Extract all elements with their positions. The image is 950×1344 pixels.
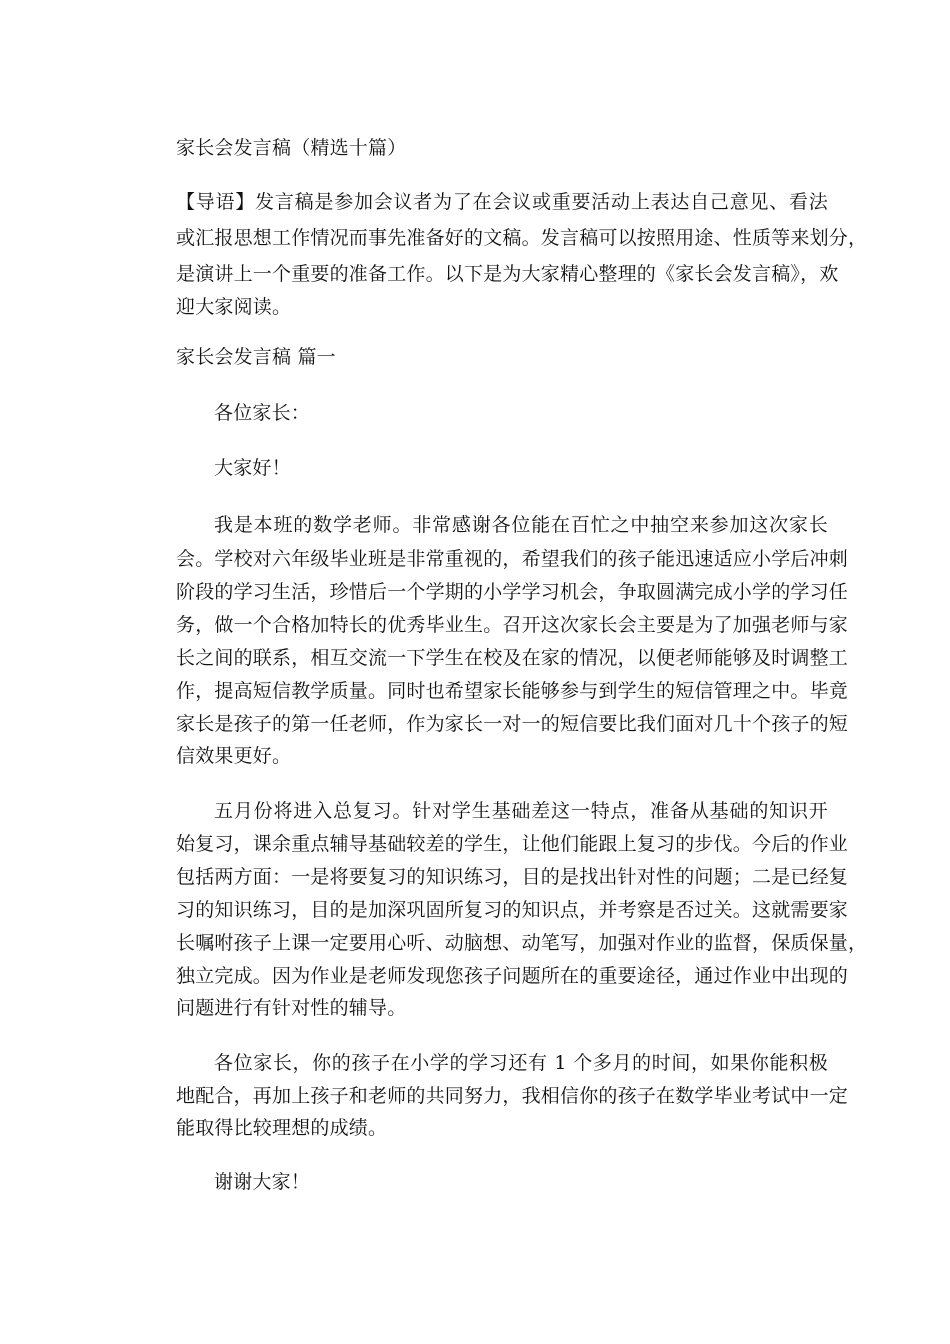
- p1-line-6: 作，提高短信教学质量。同时也希望家长能够参与到学生的短信管理之中。毕竟: [176, 680, 849, 702]
- p1-line-3: 阶段的学习生活，珍惜后一个学期的小学学习机会，争取圆满完成小学的学习任: [176, 581, 849, 603]
- intro-line-1: 【导语】发言稿是参加会议者为了在会议或重要活动上表达自己意见、看法: [176, 191, 828, 213]
- p2-line-4: 习的知识练习，目的是加深巩固所复习的知识点，并考察是否过关。这就需要家: [176, 899, 849, 921]
- p1-line-1: 我是本班的数学老师。非常感谢各位能在百忙之中抽空来参加这次家长: [214, 514, 828, 536]
- p3-line-1: 各位家长，你的孩子在小学的学习还有 1 个多月的时间，如果你能积极: [214, 1052, 828, 1074]
- intro-line-2: 或汇报思想工作情况而事先准备好的文稿。发言稿可以按照用途、性质等来划分，: [176, 227, 868, 249]
- intro-line-4: 迎大家阅读。: [176, 296, 292, 318]
- document-title: 家长会发言稿（精选十篇）: [176, 137, 407, 159]
- p2-line-7: 问题进行有针对性的辅导。: [176, 997, 407, 1019]
- p2-line-2: 始复习，课余重点辅导基础较差的学生，让他们能跟上复习的步伐。今后的作业: [176, 833, 849, 855]
- intro-line-3: 是演讲上一个重要的准备工作。以下是为大家精心整理的《家长会发言稿》，欢: [176, 263, 839, 285]
- p2-line-1: 五月份将进入总复习。针对学生基础差这一特点，准备从基础的知识开: [214, 800, 828, 822]
- p1-line-4: 务，做一个合格加特长的优秀毕业生。召开这次家长会主要是为了加强老师与家: [176, 614, 849, 636]
- salutation: 各位家长：: [214, 402, 311, 424]
- p2-line-5: 长嘱咐孩子上课一定要用心听、动脑想、动笔写，加强对作业的监督，保质保量，: [176, 932, 868, 954]
- p3-line-3: 能取得比较理想的成绩。: [176, 1117, 388, 1139]
- section-heading: 家长会发言稿 篇一: [176, 346, 336, 368]
- p3-line-2: 地配合，再加上孩子和老师的共同努力，我相信你的孩子在数学毕业考试中一定: [176, 1085, 849, 1107]
- p1-line-5: 长之间的联系，相互交流一下学生在校及在家的情况，以便老师能够及时调整工: [176, 647, 849, 669]
- p2-line-3: 包括两方面：一是将要复习的知识练习，目的是找出针对性的问题；二是已经复: [176, 866, 849, 888]
- closing: 谢谢大家！: [214, 1171, 311, 1193]
- greeting: 大家好！: [214, 457, 291, 479]
- p1-line-2: 会。学校对六年级毕业班是非常重视的，希望我们的孩子能迅速适应小学后冲刺: [176, 548, 849, 570]
- p2-line-6: 独立完成。因为作业是老师发现您孩子问题所在的重要途径，通过作业中出现的: [176, 965, 849, 987]
- p1-line-7: 家长是孩子的第一任老师，作为家长一对一的短信要比我们面对几十个孩子的短: [176, 713, 849, 735]
- p1-line-8: 信效果更好。: [176, 745, 292, 767]
